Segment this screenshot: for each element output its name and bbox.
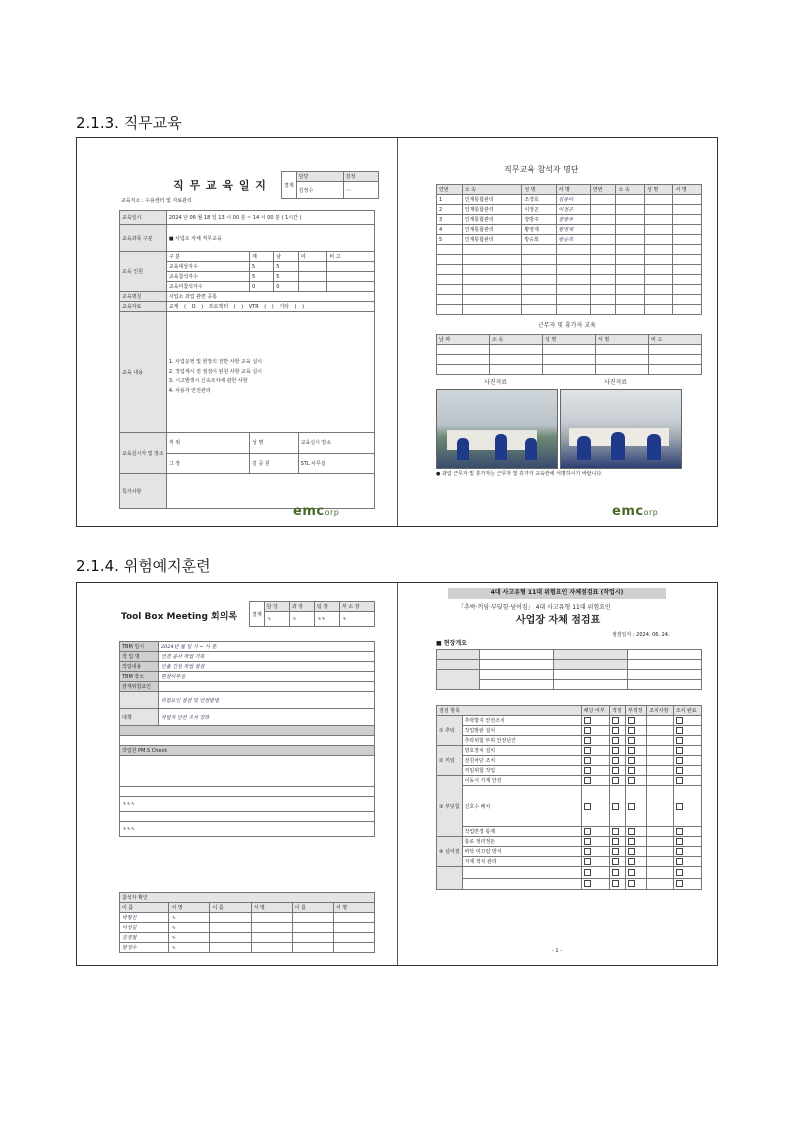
- personnel-val: 5: [274, 272, 298, 282]
- personnel-val: 0: [274, 282, 298, 292]
- training-photo: [436, 389, 558, 469]
- date-value: 2024 년 06 월 18 일 13 시 00 분 ~ 14 시 00 분 ( 1시간 ): [166, 211, 374, 225]
- teacher-label: 교육명칭: [120, 292, 167, 302]
- inspection-page: [398, 583, 717, 965]
- sub-title: 근무자 및 휴가자 교육: [538, 322, 596, 329]
- training-log-table: [119, 210, 375, 509]
- tbm-table: TBM 일시 2024년 월 일 시 ~ 시 분 작 업 명 연결 공사 작업 기록 작업내용 인출 건설 작업 점검 TBM 장소 현장사무실 잠재위험요인 위험요인 점검 및 안전방법 대책 작업자 안전 조치 강화 작업전 PM.S Check ∿∿∿ ∿∿∿: [119, 641, 375, 837]
- overview-table: [436, 649, 702, 690]
- attendee-header: 성 명: [644, 185, 673, 195]
- attendee-header: 서 명: [556, 185, 590, 195]
- personnel-val: 5: [250, 272, 274, 282]
- material-items: 교재 ( O ) 프로젝터 ( ) VTR ( ) 기타 ( ): [166, 302, 374, 312]
- handwritten-risk: 위험요인 점검 및 안전방법: [159, 692, 375, 709]
- attendee-table: 연번 소 속 성 명 서 명 연번 소 속 성 명 서 명 1 인재통합관리 조경호 김종이 2 인재통합관리 이정곤 이정곤 3 인재통합관리 장방주 장방주 4 인재통합관리 황영재 황영재 5 인재통합관리 방승희 방승희: [436, 184, 702, 315]
- attendee-list-page: [398, 138, 717, 526]
- tbm-approval: 결재 담 당 과 장 팀 장 부 소 장 ∿ ∿ ∿∿ ∿: [249, 601, 375, 627]
- page-number: - 1 -: [552, 948, 562, 954]
- inspection-banner: 4대 사고유형 11대 위험요인 자체점검표 (작업시): [448, 588, 666, 599]
- company-logo: emcorp: [293, 504, 340, 519]
- personnel-key: 교육대상자수: [166, 262, 249, 272]
- inspection-title-1: 「추락·끼임·부딪힘·넘어짐」 4대 사고유형 11대 위험요인: [458, 604, 611, 611]
- job-training-panel: [76, 137, 718, 527]
- overview: ■ 현장개요: [436, 640, 467, 647]
- personnel-val: 5: [250, 262, 274, 272]
- section-title-risk-training: 2.1.4. 위험예지훈련: [76, 557, 211, 575]
- handwritten-plan: 작업자 안전 조치 강화: [159, 709, 375, 726]
- sign-title: 참석자 확인: [120, 893, 375, 903]
- subject-label: 교육과목 구분: [120, 225, 167, 252]
- attendee-header: 소 속: [462, 185, 522, 195]
- personnel-key: 교육미참석자수: [166, 282, 249, 292]
- tbm-sign-table: 참석자 확인 이 름 서 명 이 름 서 명 이 름 서 명 박형진 ∿ 이성길 ∿ 김경철 ∿ 황정수 ∿: [119, 892, 375, 953]
- section-title-job-training: 2.1.3. 직무교육: [76, 114, 182, 132]
- company-logo: emcorp: [612, 504, 659, 519]
- place-cell: 교육실시 장소: [298, 433, 374, 454]
- content-items: 1. 사업운영 및 현장의 전반 사항 교육 실시 2. 작업계시 전 점검이 된원 사항 교육 실시 3. 시고발생시 신속조치에 관한 사항 4. 사용자 안전관리: [166, 312, 374, 433]
- personnel-val: 5: [274, 262, 298, 272]
- subject-value: ■ 사업소 자체 직무교육: [166, 225, 374, 252]
- inspection-title-2: 사업장 자체 점검표: [516, 615, 601, 626]
- training-log-title: 직 무 교 육 일 지: [173, 179, 267, 192]
- personnel-label: 교육 인원: [120, 252, 167, 292]
- material-label: 교육자료: [120, 302, 167, 312]
- date-label: 교육일시: [120, 211, 167, 225]
- tbm-page: [77, 583, 397, 965]
- photo-label: 사진자료: [484, 379, 508, 386]
- place-cell: 성 명: [250, 433, 299, 454]
- attendee-title: 직무교육 참석자 명단: [504, 165, 579, 174]
- risk-label: 잠재위험요인: [120, 682, 159, 692]
- approval-label: 결재: [282, 172, 297, 199]
- content-label: 교육 내용: [120, 312, 167, 433]
- place-cell: STL 사무실: [298, 453, 374, 474]
- info-line: 교육처소 : 수용센터 및 자료관리: [121, 198, 192, 204]
- inspection-table: 점검 항목 해당 여부 적정 부적정 조치사항 조치 완료 ① 추락 추락방지 안전조치 작업발판 설치 추락위험 부위 안전난간 ② 끼임 방호장치 설치 전원차단 조치 끼임위험 작업 ③ 부딪힘 이동식 기계 안전 신호수 배치 작업반경 통제 ④ 넘어짐 통로 정리정돈 바닥 미끄럼 방지 자재 적치 관리: [436, 705, 702, 890]
- training-log-page: [77, 138, 397, 526]
- attendee-header: 연번: [437, 185, 463, 195]
- personnel-val: 0: [250, 282, 274, 292]
- approval-box: [281, 171, 379, 199]
- place-cell: 그 장: [166, 453, 249, 474]
- attendee-header: 성 명: [522, 185, 556, 195]
- table-header: 여: [298, 252, 327, 262]
- place-cell: 김 공 원: [250, 453, 299, 474]
- inspection-date: 점검일자 : 2024. 06. 24.: [612, 632, 670, 638]
- attendee-header: 연번: [590, 185, 616, 195]
- table-header: 남: [274, 252, 298, 262]
- approval-col: 검정: [343, 172, 378, 182]
- signature-mark: 〰: [343, 182, 378, 199]
- table-header: 구 분: [166, 252, 249, 262]
- place-cell: 직 위: [166, 433, 249, 454]
- approval-signer: 김정수: [296, 182, 343, 199]
- place-label: 교육실시자 및 장소: [120, 433, 167, 474]
- remarks-label: 특기사항: [120, 474, 167, 509]
- substitute-table: 날 짜 소 속 성 명 서 명 비 고: [436, 334, 702, 375]
- photo-label: 사진자료: [604, 379, 628, 386]
- tbm-title: Tool Box Meeting 회의록: [121, 612, 238, 622]
- table-header: 비 고: [327, 252, 375, 262]
- teacher-value: 사업소 과업 관련 공통: [166, 292, 374, 302]
- approval-col: 담당: [296, 172, 343, 182]
- attendee-header: 소 속: [616, 185, 645, 195]
- attendee-header: 서 명: [673, 185, 702, 195]
- risk-training-panel: [76, 582, 718, 966]
- personnel-key: 교육참석자수: [166, 272, 249, 282]
- note: ● 과업 근무자 및 휴가자는 근무자 및 휴가자 교육란에 서명하시기 바랍니다.: [436, 471, 603, 477]
- training-photo: [560, 389, 682, 469]
- check-title: 작업전 PM.S Check: [120, 746, 375, 756]
- table-header: 계: [250, 252, 274, 262]
